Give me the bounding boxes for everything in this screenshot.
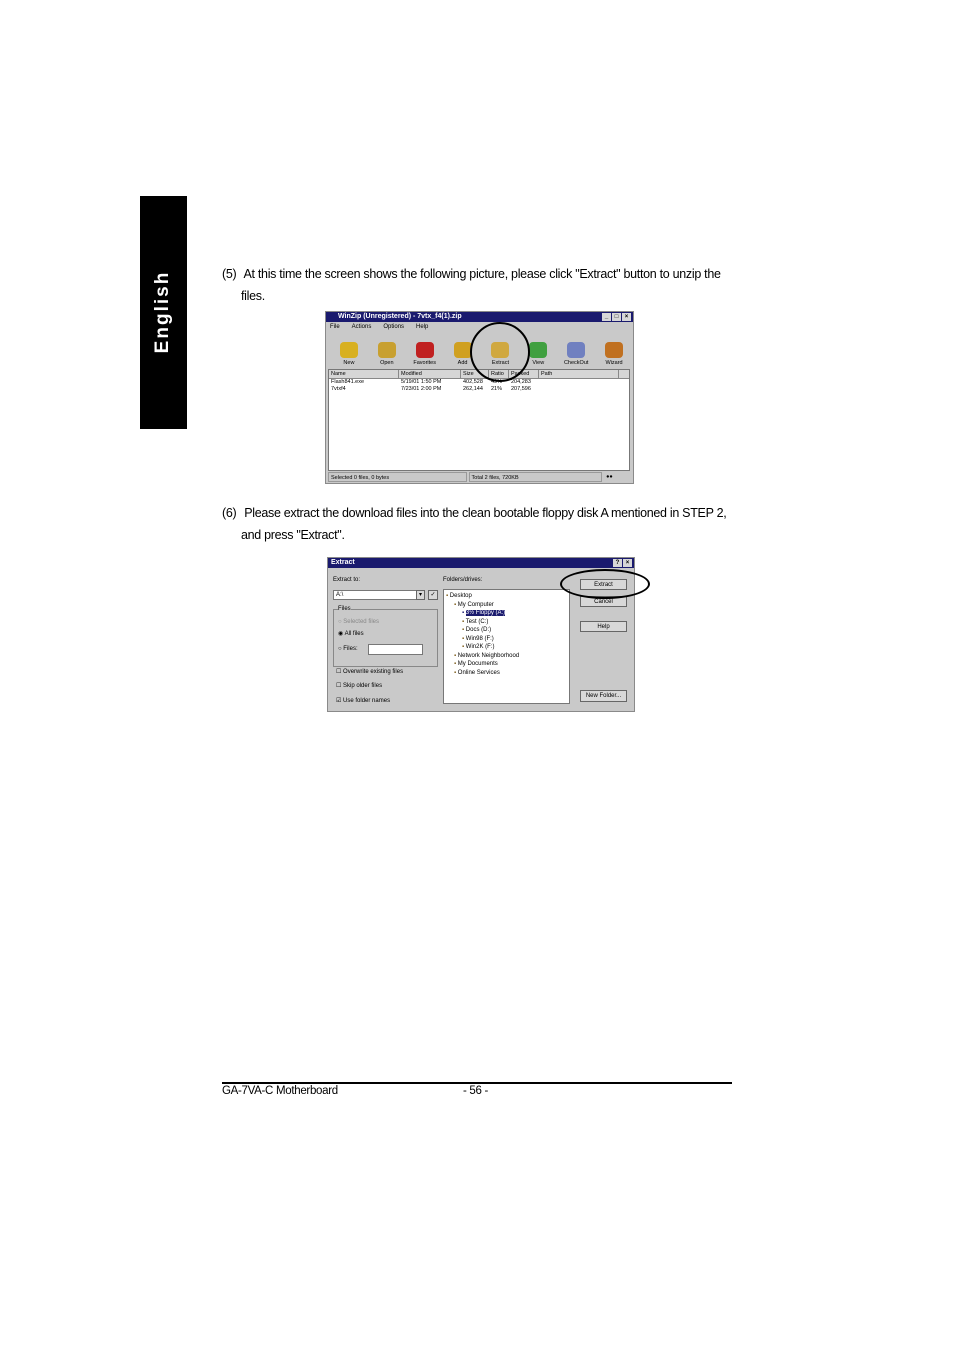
tree-item-label: 3½ Floppy (A:) — [465, 610, 506, 616]
wizard-icon — [605, 342, 623, 358]
toolbar-label: Add — [457, 360, 468, 366]
tree-item[interactable] — [446, 643, 569, 652]
table-row[interactable] — [329, 386, 629, 393]
table-cell: 207,596 — [511, 386, 531, 392]
option-files[interactable]: ○ Files: — [338, 646, 358, 652]
files-input[interactable] — [368, 644, 423, 655]
column-header[interactable]: Name — [329, 370, 399, 378]
view-icon — [529, 342, 547, 358]
table-cell: 402,528 — [463, 379, 483, 385]
extract-to-field[interactable]: A:\ — [333, 590, 425, 600]
folder-icon: ▪ — [462, 627, 466, 633]
extract-highlight-circle — [470, 322, 530, 382]
tree-item[interactable] — [446, 609, 569, 618]
favorites-icon — [416, 342, 434, 358]
close-icon: × — [622, 313, 631, 321]
tree-item-label: Docs (D:) — [465, 627, 492, 633]
folder-icon: ▪ — [462, 610, 466, 616]
step-6-line-2: and press "Extract". — [241, 528, 345, 542]
toolbar-label: Wizard — [605, 360, 623, 366]
help-button[interactable]: Help — [580, 621, 627, 632]
option-selected-files[interactable]: ○ Selected files — [338, 619, 379, 625]
table-cell: 7/23/01 2:00 PM — [401, 386, 442, 392]
tree-item[interactable] — [446, 652, 569, 661]
winzip-status-bar — [328, 472, 630, 482]
tree-item-label: Win98 (F:) — [465, 635, 494, 642]
toolbar-label: Favorites — [413, 360, 436, 366]
tree-item-label: Win2K (F:) — [465, 644, 495, 650]
cancel-button[interactable]: Cancel — [580, 596, 627, 607]
folder-icon: ▪ — [462, 644, 466, 650]
column-header[interactable]: Ratio — [489, 370, 509, 378]
folder-icon: ▪ — [462, 635, 466, 642]
menu-item[interactable]: File — [330, 324, 340, 330]
extract-title: Extract — [331, 559, 355, 566]
tree-item[interactable] — [446, 626, 569, 635]
folder-icon: ▪ — [454, 661, 458, 667]
files-group-label: Files — [338, 606, 351, 612]
minimize-icon: _ — [602, 313, 611, 321]
footer-page-number: - 56 - — [463, 1085, 489, 1097]
toolbar-button-open[interactable] — [368, 332, 406, 366]
toolbar-button-wizard[interactable] — [595, 332, 633, 366]
step-6-paragraph — [222, 502, 742, 546]
extract-title-bar — [328, 558, 634, 568]
menu-item[interactable]: Actions — [351, 324, 372, 330]
status-total: Total 2 files, 720KB — [469, 472, 603, 482]
checkbox-skip-older[interactable]: ☐ Skip older files — [336, 683, 383, 689]
winzip-file-list — [328, 369, 630, 471]
step-5-paragraph — [222, 263, 742, 307]
extract-to-label: Extract to: — [333, 577, 361, 583]
toolbar-label: CheckOut — [563, 360, 589, 366]
tree-item[interactable] — [446, 635, 569, 644]
tree-item-label: Network Neighborhood — [457, 652, 520, 659]
toolbar-label: New — [343, 360, 355, 366]
table-cell: 7vtxf4 — [331, 386, 346, 392]
table-cell — [539, 386, 619, 393]
menu-item[interactable]: Options — [383, 324, 405, 330]
toolbar-button-new[interactable] — [330, 332, 368, 366]
maximize-icon: □ — [612, 313, 621, 321]
check-icon[interactable]: ✓ — [428, 590, 438, 600]
step-5-number: (5) — [222, 267, 237, 281]
menu-item[interactable]: Help — [416, 324, 429, 330]
extract-button-highlight-ellipse — [560, 569, 650, 599]
tree-item-label: Desktop — [449, 593, 472, 599]
table-cell: Flash841.exe — [331, 379, 365, 385]
new-folder-button[interactable]: New Folder... — [580, 690, 627, 702]
toolbar-label: View — [532, 360, 545, 366]
winzip-title: WinZip (Unregistered) - 7vtx_f4(1).zip — [338, 313, 462, 320]
column-header[interactable]: Packed — [509, 370, 539, 378]
tree-item[interactable] — [446, 601, 569, 610]
toolbar-button-favorites[interactable] — [406, 332, 444, 366]
folders-drives-label: Folders/drives: — [443, 577, 483, 583]
new-icon — [340, 342, 358, 358]
add-icon — [454, 342, 472, 358]
folder-icon: ▪ — [454, 652, 458, 659]
step-6-number: (6) — [222, 506, 237, 520]
step-5-line-2: files. — [241, 289, 265, 303]
tree-item-label: Online Services — [457, 669, 500, 676]
close-icon: × — [623, 559, 632, 567]
folder-icon: ▪ — [454, 669, 458, 676]
status-lights-icon: ●● — [606, 474, 613, 480]
tree-item[interactable] — [446, 592, 569, 601]
step-6-line-1: Please extract the download files into the clean bootable floppy disk A mentioned in STEP 2, — [244, 506, 727, 520]
toolbar-label: Open — [380, 360, 394, 366]
column-header[interactable]: Path — [539, 370, 619, 378]
folder-icon: ▪ — [462, 618, 466, 625]
extract-button[interactable]: Extract — [580, 579, 627, 590]
tree-item[interactable] — [446, 669, 569, 678]
table-cell: 5/19/01 1:50 PM — [401, 379, 442, 385]
folder-tree[interactable] — [443, 589, 570, 704]
help-icon: ? — [613, 559, 622, 567]
tree-item-label: My Documents — [457, 661, 498, 667]
tree-item[interactable] — [446, 618, 569, 627]
language-tab-label: English — [152, 270, 173, 354]
table-cell: 49% — [491, 379, 503, 385]
dropdown-arrow-icon[interactable]: ▾ — [416, 590, 425, 600]
option-all-files[interactable]: ◉ All files — [338, 631, 364, 637]
checkbox-overwrite[interactable]: ☐ Overwrite existing files — [336, 669, 404, 675]
tree-item[interactable] — [446, 660, 569, 669]
column-header[interactable]: Size — [461, 370, 489, 378]
toolbar-label: Extract — [491, 360, 509, 366]
table-cell: 21% — [491, 386, 503, 392]
table-cell — [539, 379, 619, 386]
column-header[interactable]: Modified — [399, 370, 461, 378]
open-icon — [378, 342, 396, 358]
folder-icon: ▪ — [454, 601, 458, 608]
toolbar-button-checkout[interactable] — [557, 332, 595, 366]
checkbox-use-folder-names[interactable]: ☑ Use folder names — [336, 698, 391, 704]
table-cell: 204,283 — [511, 379, 531, 385]
winzip-title-bar — [326, 312, 633, 322]
table-cell: 262,144 — [463, 386, 483, 392]
tree-item-label: My Computer — [457, 601, 494, 608]
checkout-icon — [567, 342, 585, 358]
footer-product-name: GA-7VA-C Motherboard — [222, 1085, 338, 1097]
step-5-line-1: At this time the screen shows the following picture, please click "Extract" button to unzip the — [243, 267, 721, 281]
footer-divider — [222, 1082, 732, 1084]
status-selected: Selected 0 files, 0 bytes — [328, 472, 467, 482]
language-side-tab — [140, 196, 187, 429]
folder-icon: ▪ — [446, 593, 450, 599]
table-row[interactable] — [329, 379, 629, 386]
tree-item-label: Test (C:) — [465, 618, 489, 625]
